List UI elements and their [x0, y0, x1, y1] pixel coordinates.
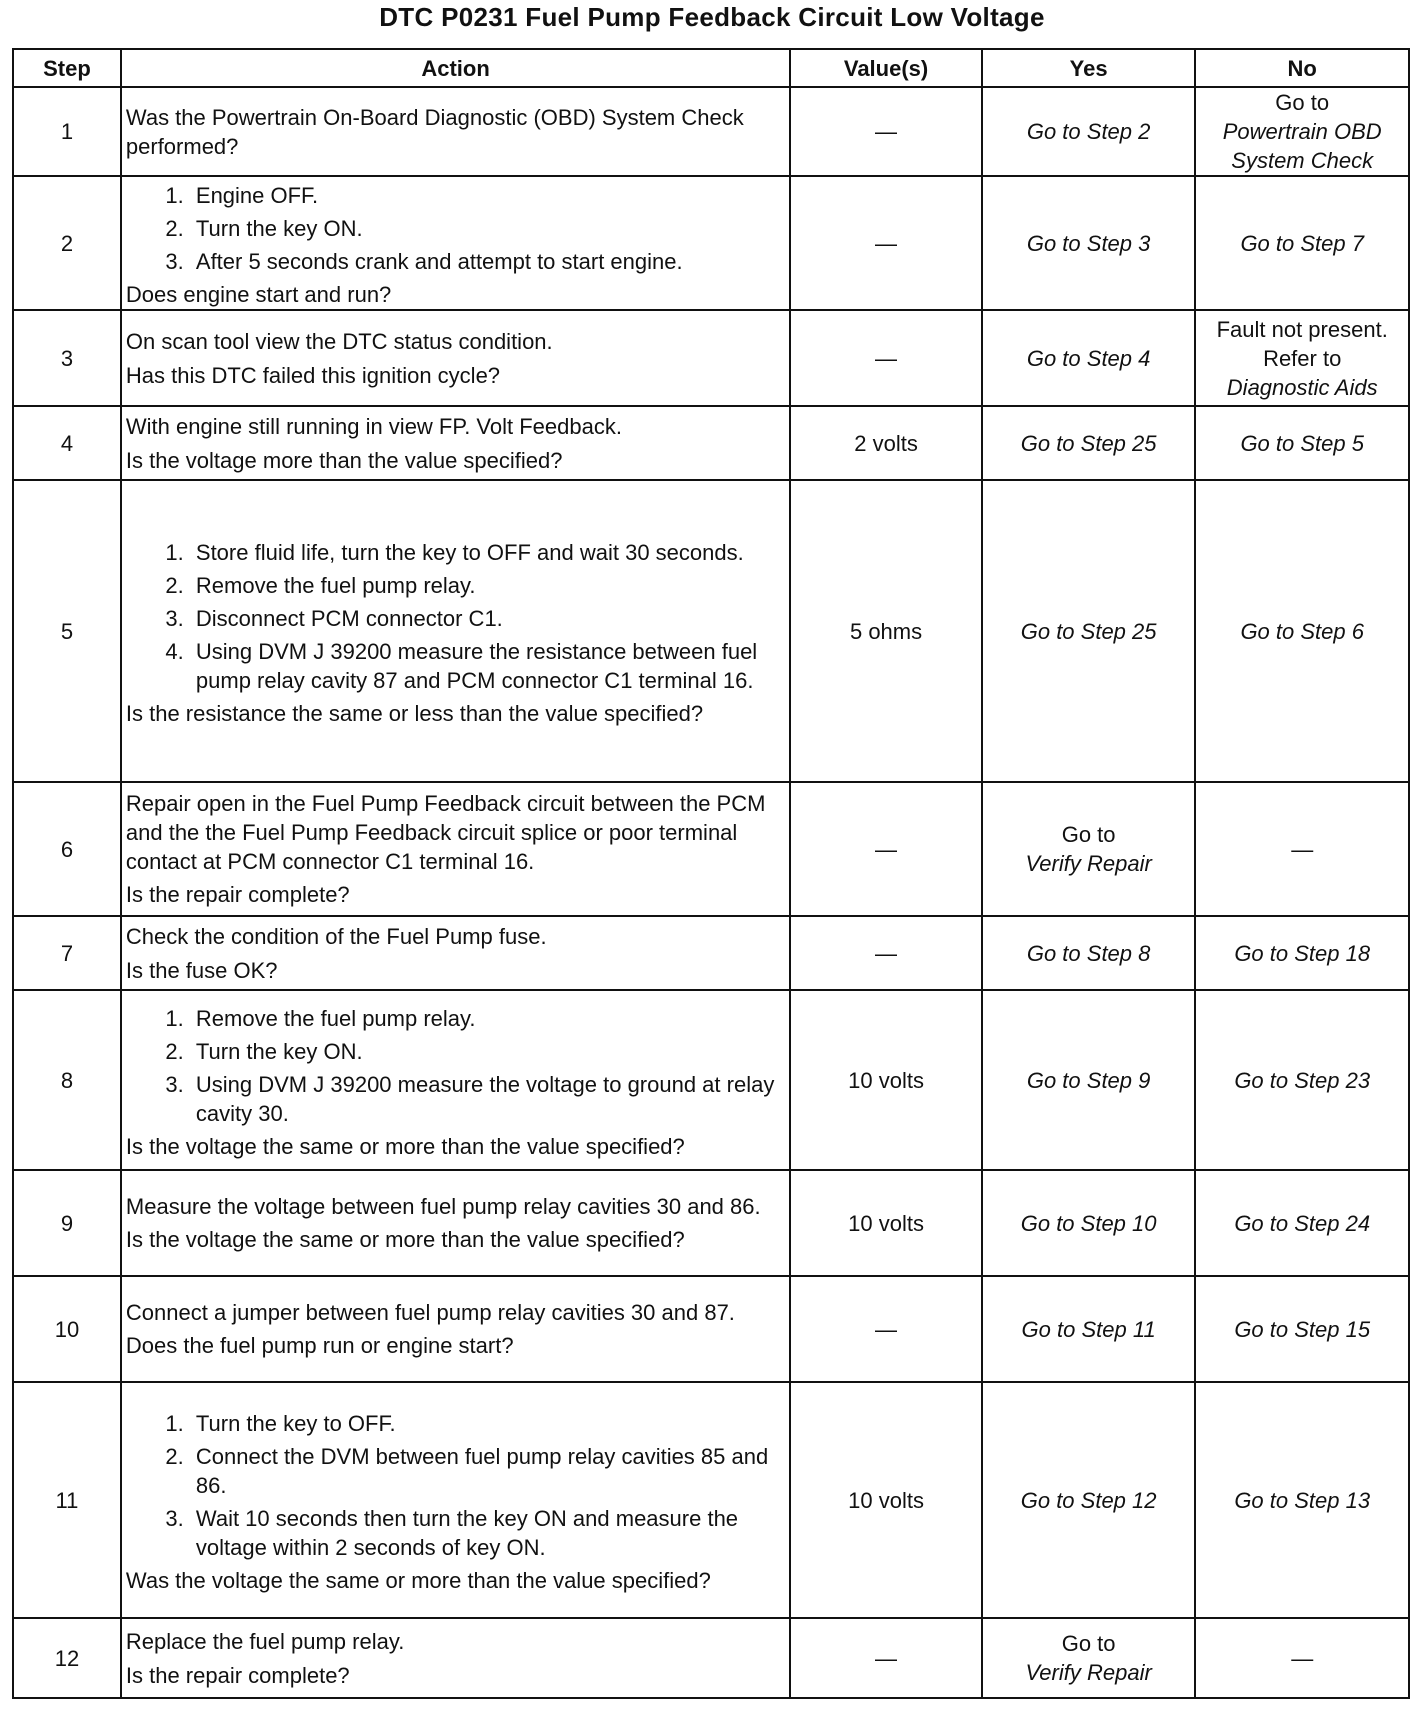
action-cell — [121, 916, 790, 990]
page-title: DTC P0231 Fuel Pump Feedback Circuit Low Voltage — [379, 2, 1045, 32]
yes-cell: Go to Step 25 — [982, 406, 1196, 480]
yes-cell — [982, 1618, 1196, 1698]
yes-prefix-text: Go to — [1061, 1631, 1116, 1656]
action-item: 1. Turn the key to OFF. — [190, 1409, 785, 1438]
action-question: Does the fuel pump run or engine start? — [125, 1333, 514, 1358]
action-cell — [121, 480, 790, 782]
value-cell: — — [790, 176, 982, 310]
yes-cell: Go to Step 11 — [982, 1276, 1196, 1382]
value-cell: — — [790, 1276, 982, 1382]
yes-cell: Go to Step 12 — [982, 1382, 1196, 1618]
table-row — [13, 916, 1409, 990]
table-row — [13, 990, 1409, 1170]
yes-cell: Go to Step 3 — [982, 176, 1196, 310]
action-cell — [121, 1382, 790, 1618]
header-values: Value(s) — [790, 49, 982, 87]
step-number: 3 — [13, 310, 121, 406]
header-step: Step — [13, 49, 121, 87]
action-question: Is the resistance the same or less than the value specified? — [125, 701, 704, 726]
step-number: 5 — [13, 480, 121, 782]
step-number: 9 — [13, 1170, 121, 1276]
no-prefix: Go to — [1275, 90, 1330, 115]
action-question: Is the voltage more than the value specified? — [125, 447, 563, 473]
action-item: 2. Turn the key ON. — [190, 1037, 785, 1066]
no-prefix: Fault not present. Refer to — [1216, 316, 1388, 371]
action-cell — [121, 1170, 790, 1276]
no-cell: Go to Step 13 — [1195, 1382, 1409, 1618]
yes-prefix — [987, 1629, 1191, 1658]
action-item: 2. Connect the DVM between fuel pump relay cavities 85 and 86. — [190, 1442, 785, 1500]
yes-cell — [982, 782, 1196, 916]
value-cell: 10 volts — [790, 1170, 982, 1276]
yes-link: Verify Repair — [1025, 1660, 1152, 1685]
no-cell: Go to Step 15 — [1195, 1276, 1409, 1382]
action-cell — [121, 782, 790, 916]
table-row — [13, 176, 1409, 310]
action-list — [126, 1409, 785, 1562]
action-question: Is the repair complete? — [125, 1662, 350, 1688]
table-row — [13, 87, 1409, 176]
action-cell — [121, 1618, 790, 1698]
table-row — [13, 406, 1409, 480]
header-action: Action — [121, 49, 790, 87]
action-question: Is the voltage the same or more than the value specified? — [125, 1133, 685, 1159]
action-list — [126, 1004, 785, 1128]
no-cell — [1195, 87, 1409, 176]
action-item: 1. Engine OFF. — [190, 181, 785, 210]
yes-cell: Go to Step 4 — [982, 310, 1196, 406]
table-row — [13, 1382, 1409, 1618]
table-header-row — [13, 49, 1409, 87]
no-cell: Go to Step 5 — [1195, 406, 1409, 480]
action-text: Replace the fuel pump relay. — [125, 1628, 405, 1654]
action-text: Measure the voltage between fuel pump relay cavities 30 and 86. — [125, 1194, 761, 1219]
table-row — [13, 1618, 1409, 1698]
action-item: 1. Remove the fuel pump relay. — [190, 1004, 785, 1033]
value-cell: 2 volts — [790, 406, 982, 480]
action-cell — [121, 176, 790, 310]
no-cell: — — [1195, 782, 1409, 916]
diagnostic-table — [12, 48, 1410, 1699]
action-item: 3. Using DVM J 39200 measure the voltage to ground at relay cavity 30. — [190, 1070, 785, 1128]
table-row — [13, 1276, 1409, 1382]
value-cell: — — [790, 310, 982, 406]
step-number: 8 — [13, 990, 121, 1170]
yes-link: Verify Repair — [1025, 851, 1152, 876]
action-question: Is the repair complete? — [125, 882, 350, 907]
action-item: 3. After 5 seconds crank and attempt to start engine. — [190, 247, 785, 276]
no-link: Diagnostic Aids — [1226, 374, 1378, 400]
value-cell: 10 volts — [790, 1382, 982, 1618]
action-item: 2. Turn the key ON. — [190, 214, 785, 243]
action-item: 2. Remove the fuel pump relay. — [190, 571, 785, 600]
table-row — [13, 782, 1409, 916]
action-text: Was the Powertrain On-Board Diagnostic (OBD) System Check performed? — [125, 104, 744, 159]
action-item: 1. Store fluid life, turn the key to OFF and wait 30 seconds. — [190, 538, 785, 567]
yes-cell: Go to Step 25 — [982, 480, 1196, 782]
action-list — [126, 181, 785, 276]
step-number: 2 — [13, 176, 121, 310]
step-number: 4 — [13, 406, 121, 480]
value-cell: — — [790, 87, 982, 176]
action-question: Does engine start and run? — [125, 282, 392, 307]
action-item: 4. Using DVM J 39200 measure the resistance between fuel pump relay cavity 87 and PCM connector C1 terminal 16. — [190, 637, 785, 695]
value-cell: 5 ohms — [790, 480, 982, 782]
action-cell — [121, 1276, 790, 1382]
action-text: Check the condition of the Fuel Pump fuse. — [125, 923, 547, 949]
action-list — [126, 538, 785, 695]
no-cell: Go to Step 24 — [1195, 1170, 1409, 1276]
value-cell: — — [790, 1618, 982, 1698]
no-cell — [1195, 310, 1409, 406]
action-question: Was the voltage the same or more than the value specified? — [125, 1568, 711, 1593]
table-row — [13, 310, 1409, 406]
action-question: Has this DTC failed this ignition cycle? — [125, 362, 501, 388]
yes-cell: Go to Step 2 — [982, 87, 1196, 176]
step-number: 1 — [13, 87, 121, 176]
action-text: Repair open in the Fuel Pump Feedback circuit between the PCM and the the Fuel Pump Feedback circuit splice or poor terminal contact at PCM connector C1 terminal 16. — [125, 791, 766, 874]
yes-cell: Go to Step 10 — [982, 1170, 1196, 1276]
table-row — [13, 1170, 1409, 1276]
step-number: 12 — [13, 1618, 121, 1698]
yes-prefix — [987, 820, 1191, 849]
value-cell: — — [790, 916, 982, 990]
yes-prefix-text: Go to — [1061, 822, 1116, 847]
action-item: 3. Disconnect PCM connector C1. — [190, 604, 785, 633]
header-yes: Yes — [982, 49, 1196, 87]
header-no: No — [1195, 49, 1409, 87]
action-question: Is the fuse OK? — [125, 957, 278, 983]
no-cell: Go to Step 7 — [1195, 176, 1409, 310]
action-cell — [121, 990, 790, 1170]
action-question: Is the voltage the same or more than the value specified? — [125, 1227, 685, 1252]
action-item: 3. Wait 10 seconds then turn the key ON and measure the voltage within 2 seconds of key ON. — [190, 1504, 785, 1562]
no-cell: — — [1195, 1618, 1409, 1698]
yes-cell: Go to Step 9 — [982, 990, 1196, 1170]
step-number: 10 — [13, 1276, 121, 1382]
action-cell — [121, 406, 790, 480]
step-number: 6 — [13, 782, 121, 916]
action-cell — [121, 87, 790, 176]
table-row — [13, 480, 1409, 782]
action-cell — [121, 310, 790, 406]
step-number: 7 — [13, 916, 121, 990]
value-cell: — — [790, 782, 982, 916]
value-cell: 10 volts — [790, 990, 982, 1170]
yes-cell: Go to Step 8 — [982, 916, 1196, 990]
no-link: Powertrain OBD System Check — [1222, 119, 1382, 173]
action-text: Connect a jumper between fuel pump relay cavities 30 and 87. — [125, 1300, 735, 1325]
step-number: 11 — [13, 1382, 121, 1618]
no-cell: Go to Step 18 — [1195, 916, 1409, 990]
no-cell: Go to Step 23 — [1195, 990, 1409, 1170]
no-cell: Go to Step 6 — [1195, 480, 1409, 782]
action-text: With engine still running in view FP. Volt Feedback. — [125, 413, 622, 439]
action-text: On scan tool view the DTC status condition. — [125, 328, 553, 354]
